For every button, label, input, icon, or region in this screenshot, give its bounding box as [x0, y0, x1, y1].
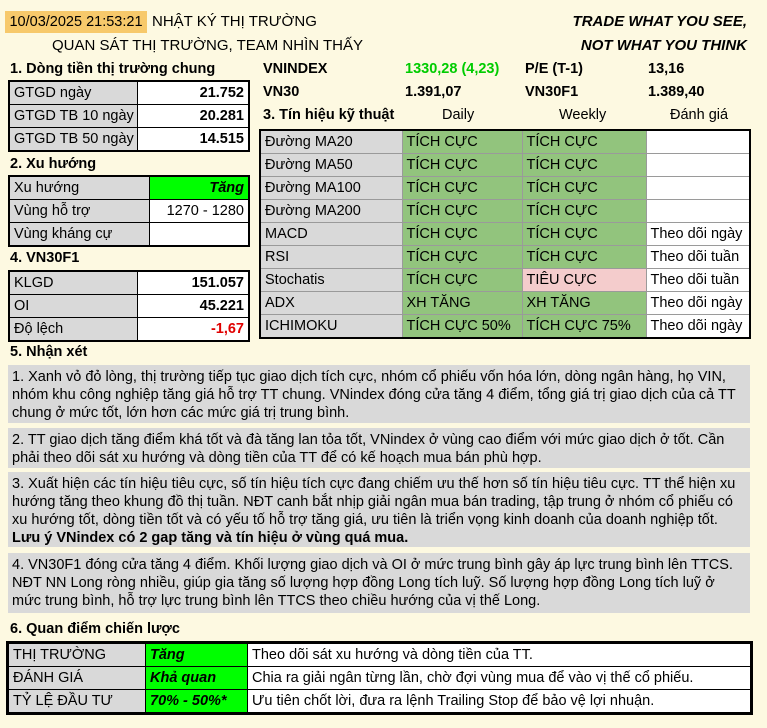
signal-daily: TÍCH CỰC	[402, 223, 522, 246]
strategy-note: Theo dõi sát xu hướng và dòng tiền của TT.	[248, 643, 752, 667]
vn30f1-value: 45.221	[137, 295, 249, 318]
signal-name: ADX	[260, 292, 402, 315]
signal-name: Stochatis	[260, 269, 402, 292]
strategy-label: ĐÁNH GIÁ	[8, 667, 146, 690]
signal-daily: TÍCH CỰC	[402, 130, 522, 154]
signal-daily: TÍCH CỰC	[402, 269, 522, 292]
strategy-value: 70% - 50%*	[146, 690, 248, 714]
table-row	[9, 128, 249, 152]
table-row	[9, 176, 249, 200]
signal-eval	[646, 177, 750, 200]
signal-name: Đường MA100	[260, 177, 402, 200]
signal-weekly: TÍCH CỰC	[522, 177, 646, 200]
col-daily-header: Daily	[442, 107, 475, 123]
vn30f1-value: -1,67	[137, 318, 249, 342]
signal-weekly: TÍCH CỰC	[522, 130, 646, 154]
signal-name: Đường MA200	[260, 200, 402, 223]
pe-value: 13,16	[648, 61, 685, 77]
signal-weekly: TÍCH CỰC	[522, 223, 646, 246]
comment-3-highlight: Lưu ý VNindex có 2 gap tăng và tín hiệu ở vùng quá mua.	[12, 530, 409, 546]
table-row	[260, 292, 750, 315]
flow-label: GTGD ngày	[9, 81, 137, 105]
vn30-value: 1.391,07	[405, 84, 462, 100]
table-row	[9, 271, 249, 295]
vn30f1-index-value: 1.389,40	[648, 84, 705, 100]
signal-eval	[646, 200, 750, 223]
signal-weekly: XH TĂNG	[522, 292, 646, 315]
support-value: 1270 - 1280	[149, 200, 249, 223]
slogan-line1: TRADE WHAT YOU SEE,	[572, 13, 747, 30]
signal-eval: Theo dõi tuần	[646, 246, 750, 269]
flow-table	[8, 80, 250, 152]
signal-daily: TÍCH CỰC	[402, 177, 522, 200]
signal-name: Đường MA50	[260, 154, 402, 177]
flow-label: GTGD TB 10 ngày	[9, 105, 137, 128]
comment-3-text: 3. Xuất hiện các tín hiệu tiêu cực, số tín hiệu tích cực đang chiếm ưu thế hơn số tín hiệu tiêu cực. TT thể hiện xu hướng tăng theo khung đồ thị tuần. NĐT canh bắt nhịp giải ngân mua bán trading, tập trung ở nhóm cổ phiếu có xu hướng tốt, dòng tiền tốt và có yếu tố hỗ trợ tăng giá, ưu tiên là triển vọng kinh doanh của doanh nghiệp tốt.	[12, 476, 736, 528]
strategy-label: THỊ TRƯỜNG	[8, 643, 146, 667]
table-row	[8, 667, 752, 690]
table-row	[9, 318, 249, 342]
section-comments-title: 5. Nhận xét	[10, 344, 88, 360]
trend-label: Vùng hỗ trợ	[9, 200, 149, 223]
col-eval-header: Đánh giá	[670, 107, 729, 123]
vn30f1-label: KLGD	[9, 271, 137, 295]
strategy-note: Chia ra giải ngân từng lần, chờ đợi vùng mua để vào vị thế cổ phiếu.	[248, 667, 752, 690]
vn30f1-label: OI	[9, 295, 137, 318]
signals-table	[259, 129, 751, 339]
flow-value: 14.515	[137, 128, 249, 152]
signal-eval	[646, 154, 750, 177]
signal-weekly: TÍCH CỰC	[522, 200, 646, 223]
trend-value: Tăng	[149, 176, 249, 200]
comment-2: 2. TT giao dịch tăng điểm khá tốt và đà tăng lan tỏa tốt, VNindex ở vùng cao điểm với mức giao dịch ở tốt. Cần phải theo dõi sát xu hướng và dòng tiền của TT để có kế hoạch mua bán phù hợp.	[8, 428, 750, 468]
vn30-label: VN30	[263, 84, 300, 100]
resistance-value	[149, 223, 249, 247]
table-row	[9, 105, 249, 128]
signal-name: Đường MA20	[260, 130, 402, 154]
comment-4: 4. VN30F1 đóng cửa tăng 4 điểm. Khối lượng giao dịch và OI ở mức trung bình gây áp lực trung bình lên TTCS. NĐT NN Long ròng nhiều, giúp gia tăng số lượng hợp đồng Long tích luỹ. Số lượng hợp đồng Long tích luỹ ở mức trung bình, hỗ trợ lực trung bình lên TTCS theo chiều hướng của vị thế Long.	[8, 553, 750, 613]
signal-daily: TÍCH CỰC	[402, 246, 522, 269]
signal-eval: Theo dõi ngày	[646, 315, 750, 339]
flow-value: 21.752	[137, 81, 249, 105]
signal-weekly: TÍCH CỰC	[522, 246, 646, 269]
table-row	[260, 200, 750, 223]
vn30f1-value: 151.057	[137, 271, 249, 295]
signal-weekly: TIÊU CỰC	[522, 269, 646, 292]
strategy-table	[6, 641, 753, 715]
signal-eval: Theo dõi tuần	[646, 269, 750, 292]
table-row	[260, 177, 750, 200]
signal-daily: TÍCH CỰC 50%	[402, 315, 522, 339]
vnindex-value: 1330,28 (4,23)	[405, 61, 500, 77]
trend-table	[8, 175, 250, 247]
vn30f1-index-label: VN30F1	[525, 84, 579, 100]
signal-name: ICHIMOKU	[260, 315, 402, 339]
pe-label: P/E (T-1)	[525, 61, 584, 77]
slogan-line2: NOT WHAT YOU THINK	[580, 37, 747, 54]
table-row	[9, 223, 249, 247]
signal-daily: XH TĂNG	[402, 292, 522, 315]
trend-label: Xu hướng	[9, 176, 149, 200]
table-row	[8, 643, 752, 667]
table-row	[260, 315, 750, 339]
signal-weekly: TÍCH CỰC 75%	[522, 315, 646, 339]
table-row	[260, 130, 750, 154]
section-strategy-title: 6. Quan điểm chiến lược	[10, 621, 180, 637]
table-row	[9, 81, 249, 105]
report-date: 10/03/2025 21:53:21	[5, 11, 147, 33]
signal-daily: TÍCH CỰC	[402, 154, 522, 177]
signal-weekly: TÍCH CỰC	[522, 154, 646, 177]
table-row	[260, 269, 750, 292]
section-signals-title: 3. Tín hiệu kỹ thuật	[263, 107, 395, 123]
section-trend-title: 2. Xu hướng	[10, 156, 97, 172]
comment-3	[8, 472, 750, 547]
table-row	[260, 223, 750, 246]
report-title: NHẬT KÝ THỊ TRƯỜNG	[152, 13, 317, 30]
section-vn30f1-title: 4. VN30F1	[10, 250, 80, 266]
strategy-note: Ưu tiên chốt lời, đưa ra lệnh Trailing Stop để bảo vệ lợi nhuận.	[248, 690, 752, 714]
table-row	[9, 200, 249, 223]
strategy-label: TỶ LỆ ĐẦU TƯ	[8, 690, 146, 714]
section-flow-title: 1. Dòng tiền thị trường chung	[10, 61, 216, 77]
table-row	[260, 246, 750, 269]
col-weekly-header: Weekly	[559, 107, 607, 123]
signal-eval	[646, 130, 750, 154]
strategy-value: Tăng	[146, 643, 248, 667]
strategy-value: Khả quan	[146, 667, 248, 690]
vnindex-label: VNINDEX	[263, 61, 328, 77]
signal-eval: Theo dõi ngày	[646, 292, 750, 315]
table-row	[9, 295, 249, 318]
trend-label: Vùng kháng cự	[9, 223, 149, 247]
report-subtitle: QUAN SÁT THỊ TRƯỜNG, TEAM NHÌN THẤY	[52, 37, 363, 54]
vn30f1-table	[8, 270, 250, 342]
signal-eval: Theo dõi ngày	[646, 223, 750, 246]
table-row	[8, 690, 752, 714]
comment-1: 1. Xanh vỏ đỏ lòng, thị trường tiếp tục giao dịch tích cực, nhóm cổ phiếu vốn hóa lớn, dòng ngân hàng, họ VIN, nhóm khu công nghiệp tăng giá hỗ trợ TT chung. VNindex đóng cửa tăng 4 điểm, tổng giá trị giao dịch của cả TT chung ở mức tốt, lớn hơn các mức giá trị trung bình.	[8, 365, 750, 423]
flow-value: 20.281	[137, 105, 249, 128]
table-row	[260, 154, 750, 177]
signal-name: RSI	[260, 246, 402, 269]
signal-daily: TÍCH CỰC	[402, 200, 522, 223]
signal-name: MACD	[260, 223, 402, 246]
flow-label: GTGD TB 50 ngày	[9, 128, 137, 152]
vn30f1-label: Độ lệch	[9, 318, 137, 342]
